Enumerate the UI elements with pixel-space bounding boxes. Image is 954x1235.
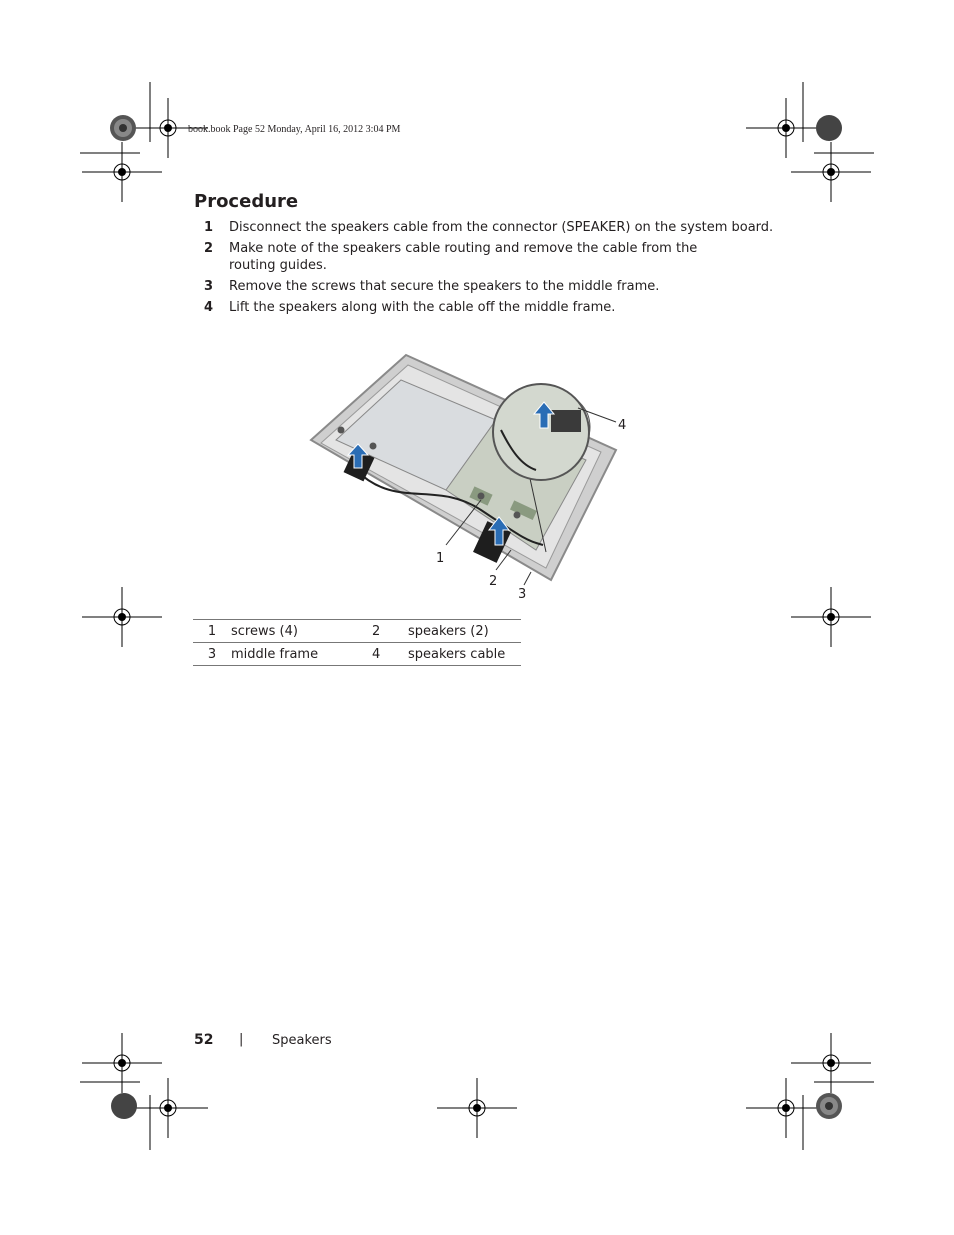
step-item (204, 240, 804, 274)
step-number: 4 (204, 300, 214, 315)
step-item (204, 299, 804, 316)
step-item (204, 219, 804, 236)
print-stamp: book.book Page 52 Monday, April 16, 2012 3:04 PM (188, 124, 401, 135)
callout-1: 1 (436, 551, 445, 566)
legend-label: middle frame (231, 643, 368, 666)
page-number: 52 (194, 1032, 214, 1048)
table-row (193, 643, 521, 666)
legend-number: 4 (368, 643, 408, 666)
footer-separator: | (239, 1032, 244, 1047)
step-number: 2 (204, 241, 214, 256)
callout-4: 4 (618, 418, 627, 433)
legend-label: speakers (2) (408, 620, 521, 643)
legend-number: 3 (193, 643, 231, 666)
callout-2: 2 (489, 574, 498, 589)
screw (478, 493, 485, 500)
step-text: Lift the speakers along with the cable off the middle frame. (229, 300, 616, 315)
step-text: Disconnect the speakers cable from the connector (SPEAKER) on the system board. (229, 220, 774, 235)
step-number: 1 (204, 220, 214, 235)
step-number: 3 (204, 279, 214, 294)
screw (338, 427, 345, 434)
legend-label: speakers cable (408, 643, 521, 666)
speakers-illustration (296, 340, 656, 610)
step-item (204, 278, 804, 295)
table-row (193, 620, 521, 643)
screw (370, 443, 377, 450)
step-text: Remove the screws that secure the speakers to the middle frame. (229, 279, 660, 294)
callout-3: 3 (518, 587, 527, 602)
callout-legend-table (193, 619, 521, 666)
legend-label: screws (4) (231, 620, 368, 643)
procedure-steps (204, 219, 804, 320)
section-heading: Procedure (194, 191, 299, 212)
step-text: Make note of the speakers cable routing and remove the cable from the routing guides. (229, 241, 698, 273)
legend-number: 2 (368, 620, 408, 643)
footer-section-title: Speakers (272, 1033, 332, 1048)
screw (514, 512, 521, 519)
legend-number: 1 (193, 620, 231, 643)
